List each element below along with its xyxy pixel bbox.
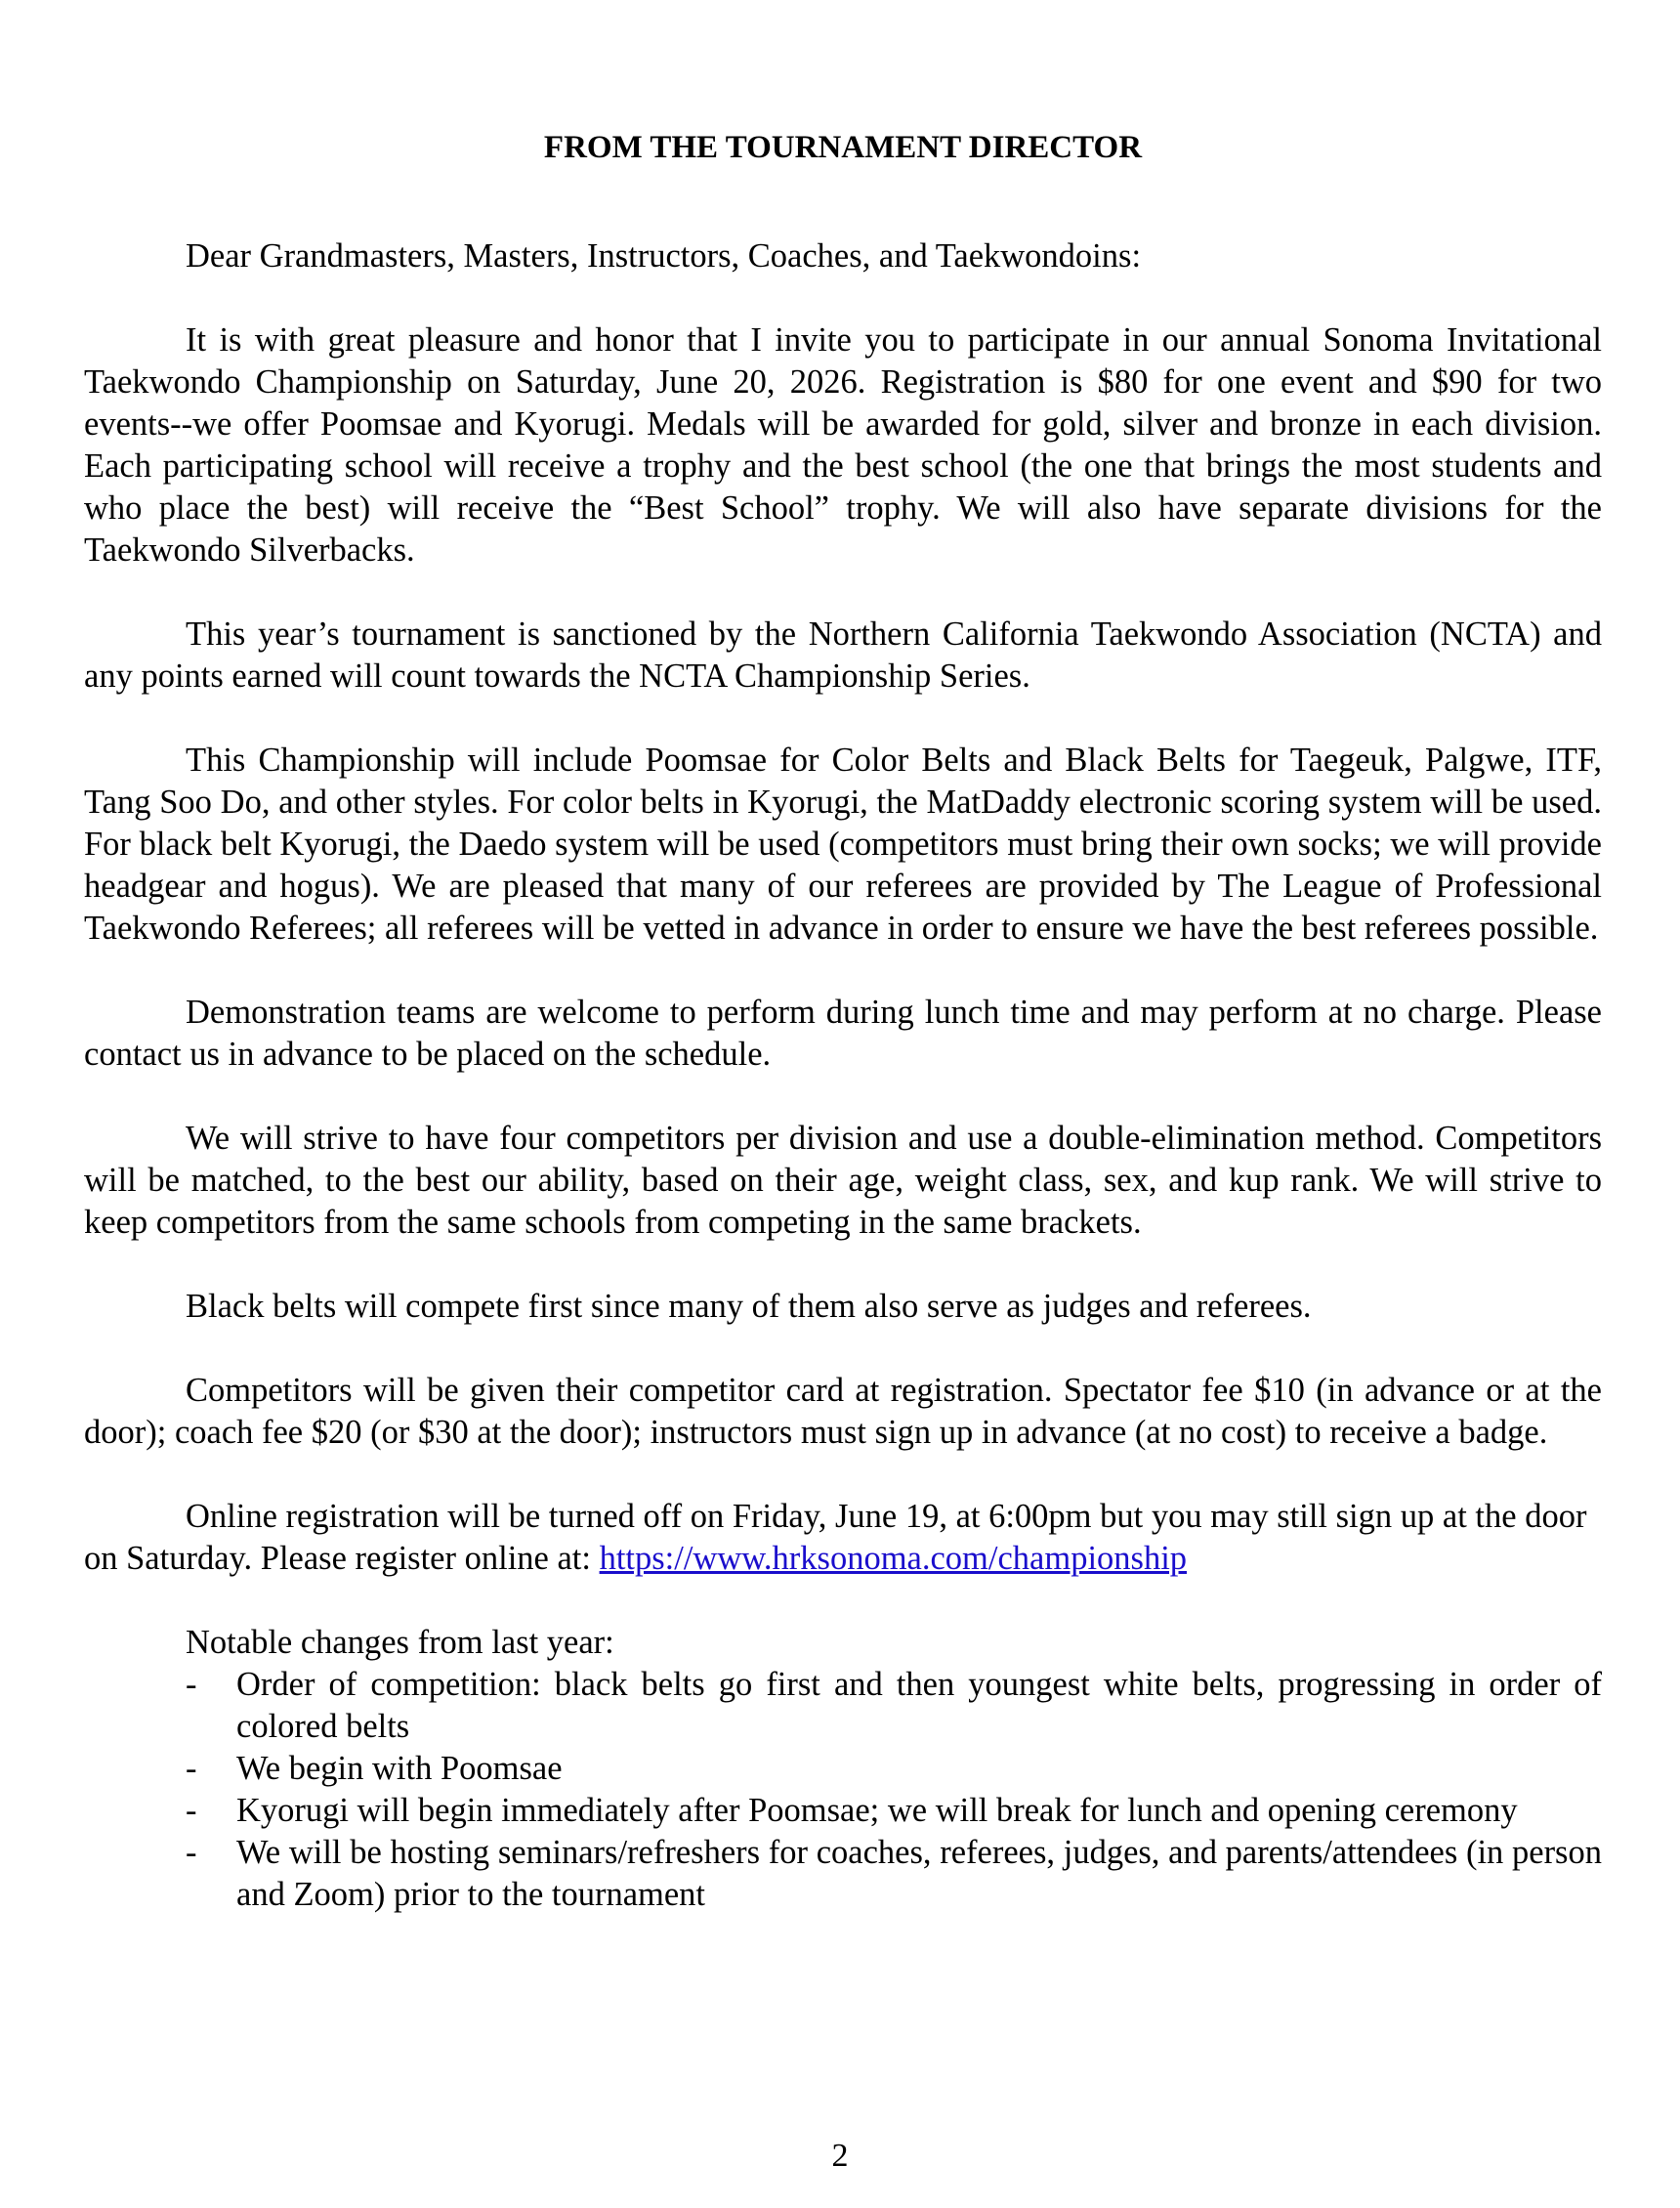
list-item [186,1664,1602,1748]
list-item [186,1832,1602,1916]
list-dash: - [186,1750,197,1787]
list-item [186,1748,1602,1790]
page-number: 2 [831,2138,849,2174]
salutation: Dear Grandmasters, Masters, Instructors, Coaches, and Taekwondoins: [186,237,1142,275]
list-item [186,1790,1602,1832]
registration-link[interactable]: https://www.hrksonoma.com/championship [599,1540,1188,1577]
paragraph-fees: Competitors will be given their competitor card at registration. Spectator fee $10 (in advance or at the door); coach fee $20 (or $30 at the door); instructors must sign up in advance (at no cost) to receive a badge. [84,1372,1602,1451]
paragraph-poomsae-kyorugi: This Championship will include Poomsae for Color Belts and Black Belts for Taegeuk, Palgwe, ITF, Tang Soo Do, and other styles. For color belts in Kyorugi, the MatDaddy electronic scoring system will be used. For black belt Kyorugi, the Daedo system will be used (competitors must bring their own socks; we will provide headgear and hogus). We are pleased that many of our referees are provided by The League of Professional Taekwondo Referees; all referees will be vetted in advance in order to ensure we have the best referees possible. [84,742,1602,947]
list-dash: - [186,1792,197,1829]
paragraph-divisions: We will strive to have four competitors per division and use a double-elimination method. Competitors will be matched, to the best our ability, based on their age, weight class, sex, and kup rank. We will strive to keep competitors from the same schools from competing in the same brackets. [84,1120,1602,1241]
list-dash: - [186,1834,197,1871]
letter-page [84,127,1602,1916]
list-item-text: Order of competition: black belts go first and then youngest white belts, progressing in order of colored belts [236,1666,1602,1745]
list-dash: - [186,1666,197,1703]
paragraph-black-belts: Black belts will compete first since many of them also serve as judges and referees. [186,1288,1312,1325]
letter-heading: FROM THE TOURNAMENT DIRECTOR [543,130,1143,165]
changes-list [84,1664,1602,1916]
list-item-text: Kyorugi will begin immediately after Poomsae; we will break for lunch and opening ceremony [236,1792,1518,1829]
paragraph-invitation: It is with great pleasure and honor that I invite you to participate in our annual Sonoma Invitational Taekwondo Championship on Saturday, June 20, 2026. Registration is $80 for one event and $90 for two events--we offer Poomsae and Kyorugi. Medals will be awarded for gold, silver and bronze in each division. Each participating school will receive a trophy and the best school (the one that brings the most students and who place the best) will receive the “Best School” trophy. We will also have separate divisions for the Taekwondo Silverbacks. [84,321,1602,569]
changes-intro: Notable changes from last year: [186,1624,614,1661]
list-item-text: We will be hosting seminars/refreshers for coaches, referees, judges, and parents/attendees (in person and Zoom) prior to the tournament [236,1834,1602,1913]
list-item-text: We begin with Poomsae [236,1750,563,1787]
paragraph-demonstration: Demonstration teams are welcome to perform during lunch time and may perform at no charge. Please contact us in advance to be placed on the schedule. [84,994,1602,1073]
paragraph-registration [84,1496,1602,1580]
registration-text: Online registration will be turned off on Friday, June 19, at 6:00pm but you may still sign up at the door on Saturday. Please register online at: [84,1498,1587,1577]
paragraph-sanction: This year’s tournament is sanctioned by the Northern California Taekwondo Association (NCTA) and any points earned will count towards the NCTA Championship Series. [84,616,1602,695]
